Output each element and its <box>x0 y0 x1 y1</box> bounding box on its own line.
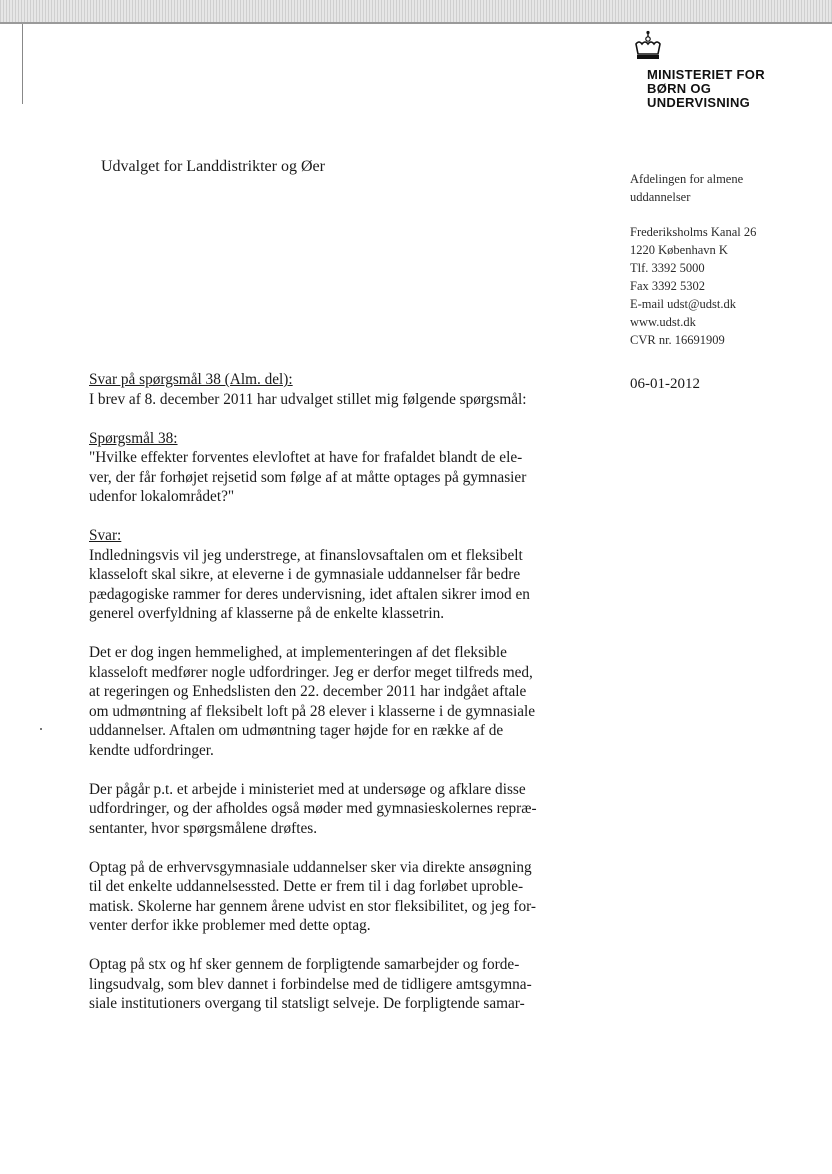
question-line: ver, der får forhøjet rejsetid som følge af at måtte optages på gymnasier <box>89 468 527 486</box>
ministry-name-line: MINISTERIET FOR <box>647 67 765 82</box>
paragraph-line: uddannelser. Aftalen om udmøntning tager højde for en række af de <box>89 722 504 739</box>
scan-speck <box>40 728 42 730</box>
recipient: Udvalget for Landdistrikter og Øer <box>101 158 325 175</box>
paragraph-line: lingsudvalg, som blev dannet i forbindelse med de tidligere amtsgymna- <box>89 975 532 993</box>
answer-paragraph <box>89 526 579 624</box>
paragraph-line: venter derfor ikke problemer med dette optag. <box>89 917 371 934</box>
paragraph-line: klasseloft skal sikre, at eleverne i de gymnasiale uddannelser får bedre <box>89 566 521 583</box>
email: E-mail udst@udst.dk <box>630 297 736 311</box>
paragraph-line: at regeringen og Enhedslisten den 22. december 2011 har indgået aftale <box>89 683 527 700</box>
paragraph-line: siale institutioners overgang til statsligt selveje. De forpligtende samar- <box>89 995 525 1012</box>
answer-heading: Svar: <box>89 527 122 544</box>
address-city: 1220 København K <box>630 243 728 257</box>
letter-date: 06-01-2012 <box>630 376 700 392</box>
answer-paragraph <box>89 780 579 839</box>
sender-info <box>630 170 815 349</box>
phone: Tlf. 3392 5000 <box>630 261 705 275</box>
paragraph-line: Optag på stx og hf sker gennem de forpligtende samarbejder og forde- <box>89 956 520 973</box>
ministry-name-line: UNDERVISNING <box>647 95 751 110</box>
letter-body <box>89 370 579 1033</box>
intro-block <box>89 370 579 409</box>
ministry-name-line: BØRN OG <box>647 81 712 96</box>
department <box>630 170 815 206</box>
question-block <box>89 429 579 507</box>
question-line: "Hvilke effekter forventes elevloftet at have for frafaldet blandt de ele- <box>89 449 523 466</box>
fax: Fax 3392 5302 <box>630 279 705 293</box>
website: www.udst.dk <box>630 315 696 329</box>
intro-text: I brev af 8. december 2011 har udvalget stillet mig følgende spørgsmål: <box>89 390 527 408</box>
department-line: uddannelser <box>630 190 691 204</box>
answer-paragraph <box>89 858 579 936</box>
paragraph-line: Der pågår p.t. et arbejde i ministeriet med at undersøge og afklare disse <box>89 780 526 798</box>
question-line: udenfor lokalområdet?" <box>89 488 235 505</box>
question-heading: Spørgsmål 38: <box>89 429 178 447</box>
crown-logo-icon <box>633 30 663 62</box>
answer-paragraph <box>89 955 579 1014</box>
paragraph-line: udfordringer, og der afholdes også møder med gymnasieskolernes repræ- <box>89 800 537 817</box>
cvr-number: CVR nr. 16691909 <box>630 333 725 347</box>
address-street: Frederiksholms Kanal 26 <box>630 225 757 239</box>
paragraph-line: generel overfyldning af klasserne på de enkelte klassetrin. <box>89 605 445 622</box>
scan-mark-left <box>22 24 23 104</box>
paragraph-line: sentanter, hvor spørgsmålene drøftes. <box>89 819 318 837</box>
contact-block <box>630 223 815 349</box>
paragraph-line: kendte udfordringer. <box>89 741 214 759</box>
letter-heading: Svar på spørgsmål 38 (Alm. del): <box>89 371 293 388</box>
department-line: Afdelingen for almene <box>630 172 744 186</box>
paragraph-line: pædagogiske rammer for deres undervisning, idet aftalen sikrer imod en <box>89 585 530 603</box>
paragraph-line: om udmøntning af fleksibelt loft på 28 elever i klasserne i de gymnasiale <box>89 702 536 720</box>
paragraph-line: til det enkelte uddannelsessted. Dette er frem til i dag forløbet uproble- <box>89 878 524 895</box>
paragraph-line: Indledningsvis vil jeg understrege, at finanslovsaftalen om et fleksibelt <box>89 546 523 564</box>
paragraph-line: Optag på de erhvervsgymnasiale uddannelser sker via direkte ansøgning <box>89 858 532 876</box>
answer-paragraph <box>89 643 579 760</box>
paragraph-line: Det er dog ingen hemmelighed, at implementeringen af det fleksible <box>89 644 507 661</box>
paragraph-line: matisk. Skolerne har gennem årene udvist en stor fleksibilitet, og jeg for- <box>89 897 537 915</box>
paragraph-line: klasseloft medfører nogle udfordringer. Jeg er derfor meget tilfreds med, <box>89 663 533 681</box>
scan-border-top <box>0 0 832 24</box>
ministry-name <box>647 68 807 110</box>
